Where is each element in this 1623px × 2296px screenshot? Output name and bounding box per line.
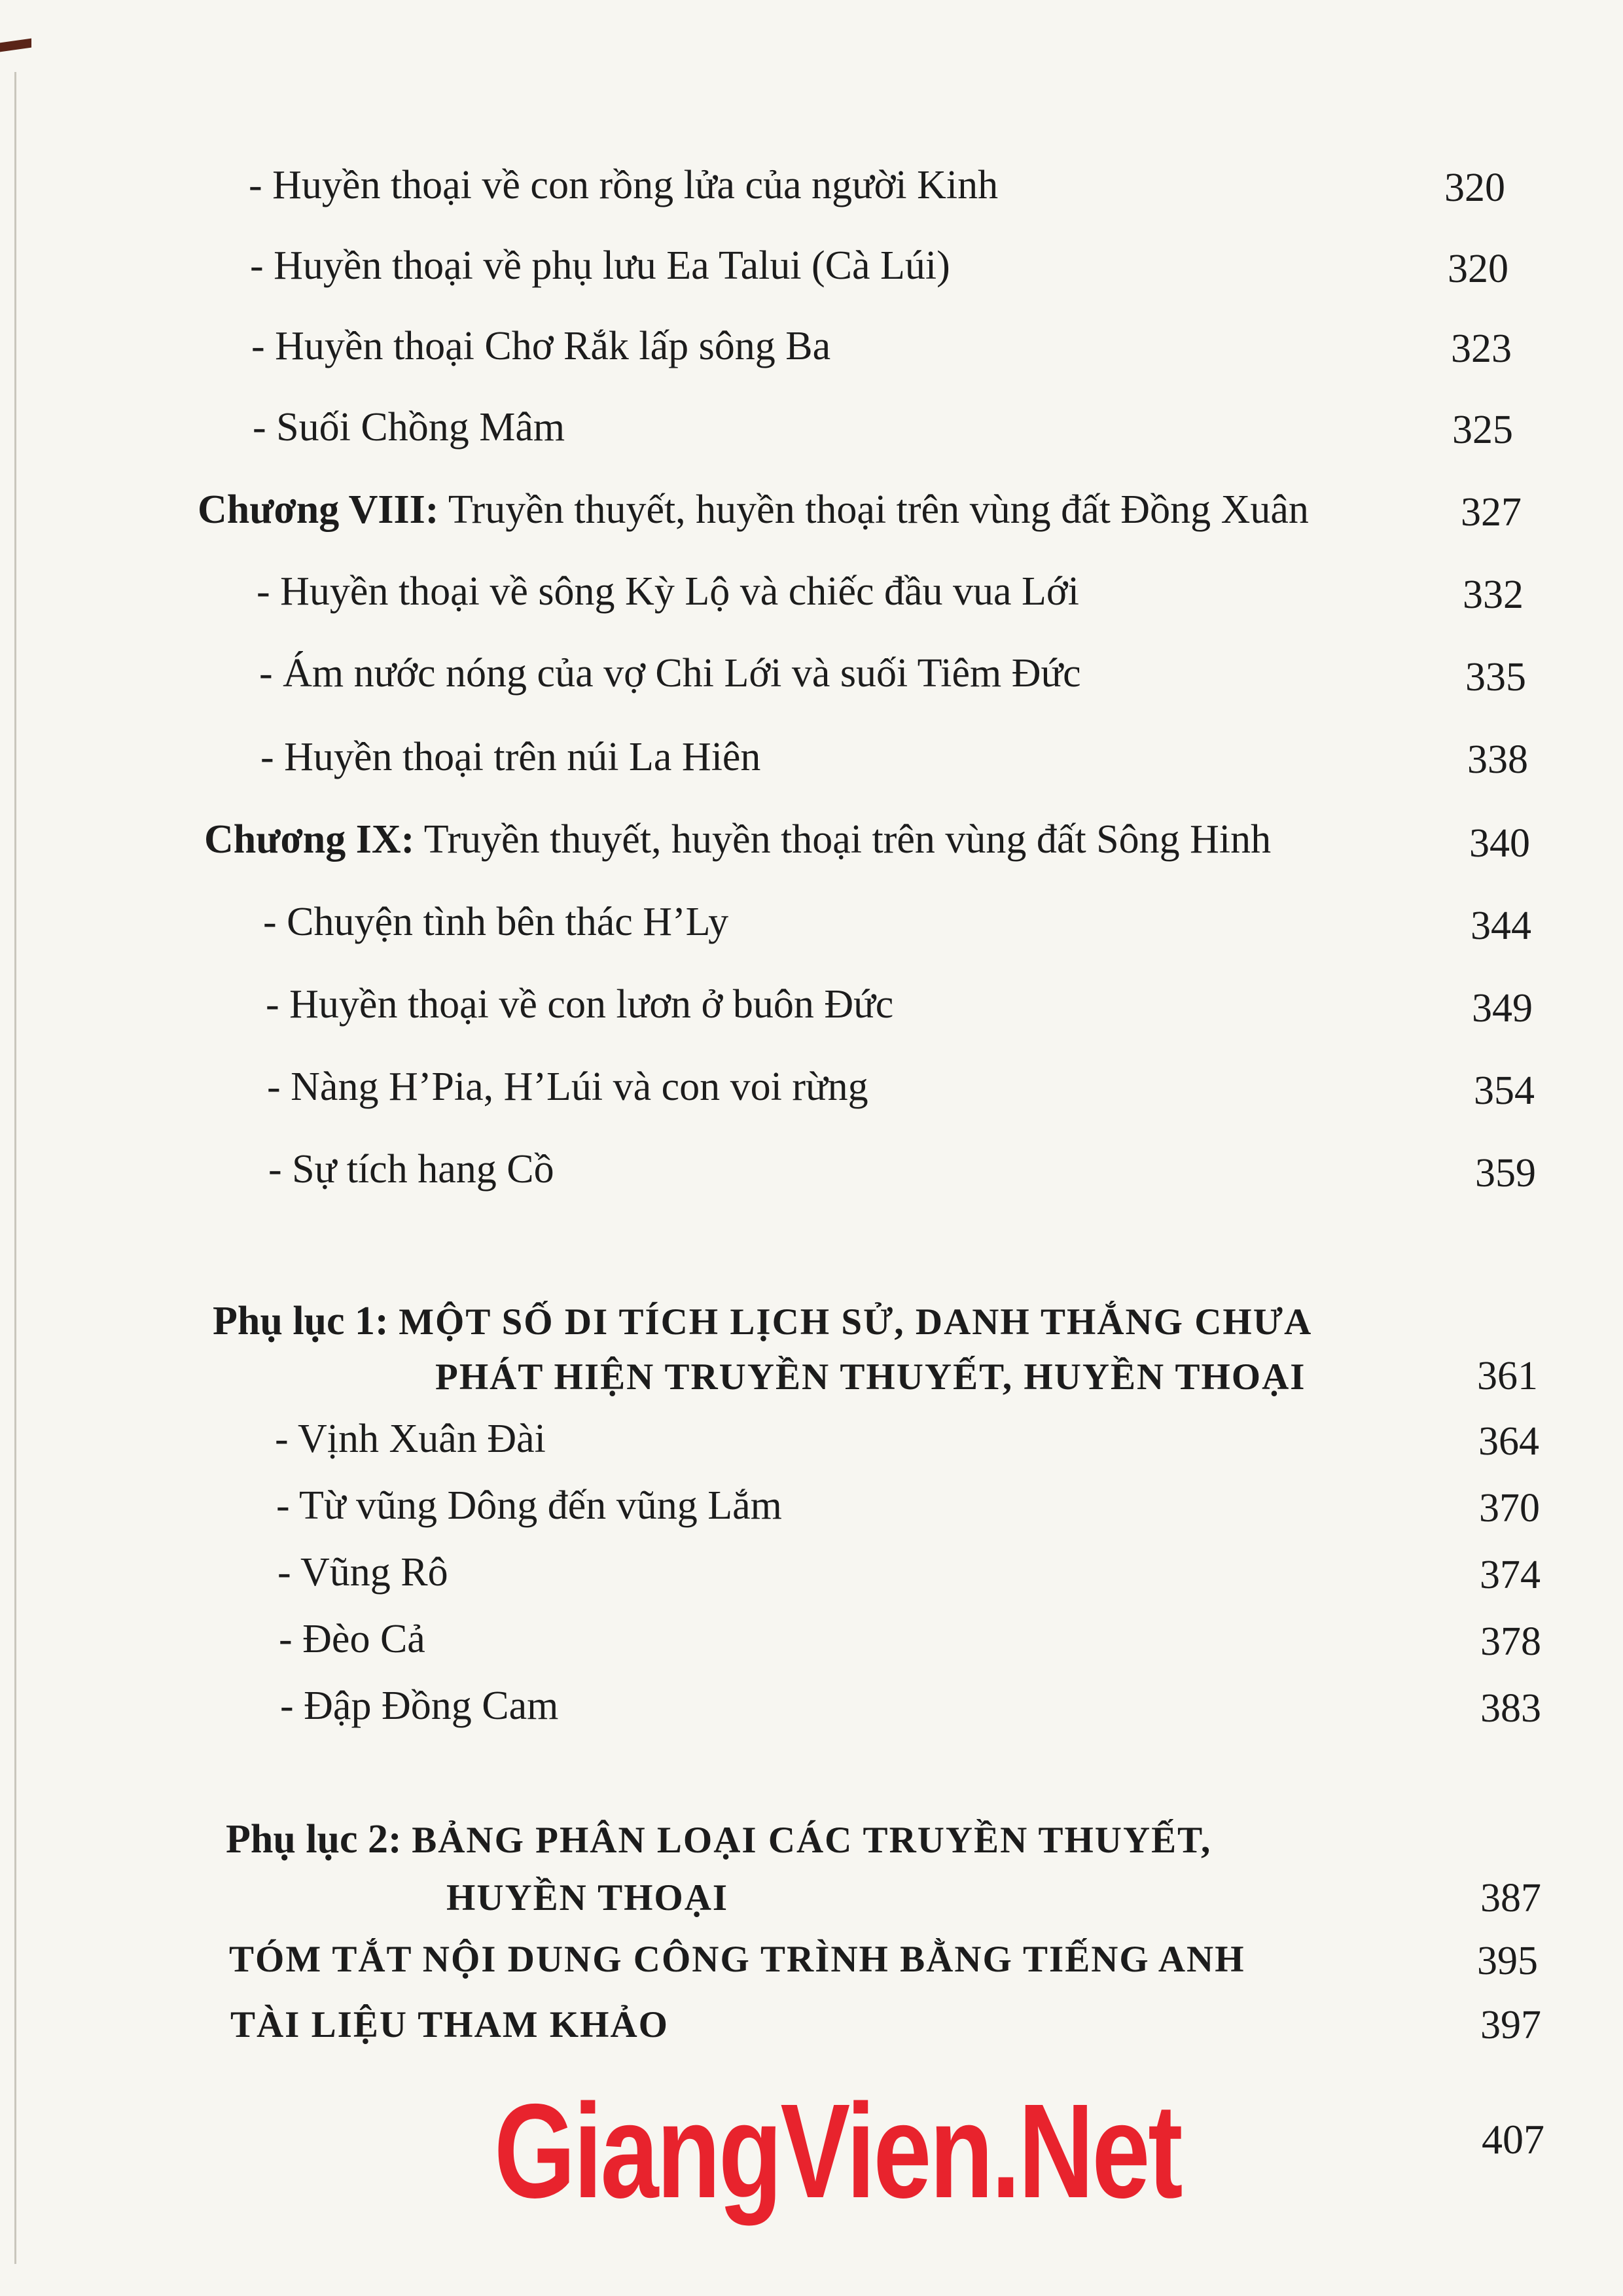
toc-page-number: 323	[1451, 327, 1512, 371]
toc-page-number: 340	[1469, 821, 1530, 866]
toc-chapter-heading: Chương VIII: Truyền thuyết, huyền thoại trên vùng đất Đồng Xuân	[198, 487, 1309, 532]
page-edge-shadow	[14, 72, 16, 2264]
toc-entry: - Vũng Rô	[277, 1550, 448, 1595]
toc-entry: - Huyền thoại về con lươn ở buôn Đức	[266, 982, 894, 1027]
toc-page-number: 395	[1477, 1939, 1538, 1983]
appendix-2-heading-line2: HUYỀN THOẠI	[446, 1877, 729, 1918]
toc-entry: - Đèo Cả	[279, 1617, 425, 1661]
toc-page-number: 354	[1474, 1069, 1535, 1113]
watermark-logo: GiangVien.Net	[494, 2076, 1181, 2226]
toc-entry: - Từ vũng Dông đến vũng Lắm	[276, 1483, 782, 1528]
references-heading: TÀI LIỆU THAM KHẢO	[230, 2004, 669, 2045]
toc-entry: - Nàng H’Pia, H’Lúi và con voi rừng	[267, 1065, 868, 1109]
appendix-1-heading: Phụ lục 1: MỘT SỐ DI TÍCH LỊCH SỬ, DANH THẮNG CHƯA	[213, 1299, 1313, 1343]
toc-page-number: 361	[1477, 1354, 1538, 1398]
toc-page-number: 359	[1475, 1151, 1536, 1195]
toc-page-number: 338	[1467, 737, 1528, 782]
toc-page-number: 327	[1461, 490, 1522, 535]
toc-page-number: 320	[1448, 247, 1508, 291]
toc-chapter-heading: Chương IX: Truyền thuyết, huyền thoại trên vùng đất Sông Hinh	[204, 817, 1272, 862]
appendix-2-heading: Phụ lục 2: BẢNG PHÂN LOẠI CÁC TRUYỀN THUYẾT,	[226, 1817, 1212, 1862]
toc-page-number: 332	[1463, 573, 1524, 617]
toc-page-number: 325	[1452, 408, 1513, 452]
toc-page-number: 344	[1471, 904, 1531, 948]
toc-page-number: 378	[1480, 1619, 1541, 1664]
toc-entry: - Huyền thoại trên núi La Hiên	[260, 735, 761, 779]
toc-entry: - Suối Chồng Mâm	[253, 405, 565, 450]
toc-page-number: 374	[1480, 1553, 1541, 1597]
toc-entry: - Huyền thoại Chơ Rắk lấp sông Ba	[251, 324, 831, 368]
toc-page-number: 383	[1480, 1686, 1541, 1731]
toc-page-number: 364	[1478, 1419, 1539, 1464]
toc-entry: - Huyền thoại về phụ lưu Ea Talui (Cà Lúi)	[250, 243, 950, 288]
toc-entry: - Huyền thoại về sông Kỳ Lộ và chiếc đầu vua Lới	[257, 569, 1079, 614]
toc-page-number: 370	[1479, 1486, 1540, 1530]
page-number: 407	[1482, 2116, 1544, 2163]
toc-page-number: 349	[1472, 986, 1533, 1031]
toc-entry: - Ám nước nóng của vợ Chi Lới và suối Tiêm Đức	[259, 651, 1081, 696]
summary-heading: TÓM TẮT NỘI DUNG CÔNG TRÌNH BẰNG TIẾNG ANH	[229, 1939, 1245, 1980]
toc-page-number: 335	[1465, 655, 1526, 699]
toc-page-number: 397	[1480, 2003, 1541, 2047]
toc-entry: - Đập Đồng Cam	[280, 1684, 559, 1728]
toc-entry: - Vịnh Xuân Đài	[275, 1417, 546, 1461]
toc-entry: - Huyền thoại về con rồng lửa của người Kinh	[249, 163, 999, 207]
toc-page-number: 320	[1444, 166, 1505, 210]
toc-page-number: 387	[1480, 1876, 1541, 1920]
toc-entry: - Sự tích hang Cồ	[268, 1147, 554, 1192]
appendix-1-heading-line2: PHÁT HIỆN TRUYỀN THUYẾT, HUYỀN THOẠI	[435, 1356, 1306, 1398]
page-corner-mark	[0, 39, 31, 52]
toc-entry: - Chuyện tình bên thác H’Ly	[263, 900, 729, 944]
